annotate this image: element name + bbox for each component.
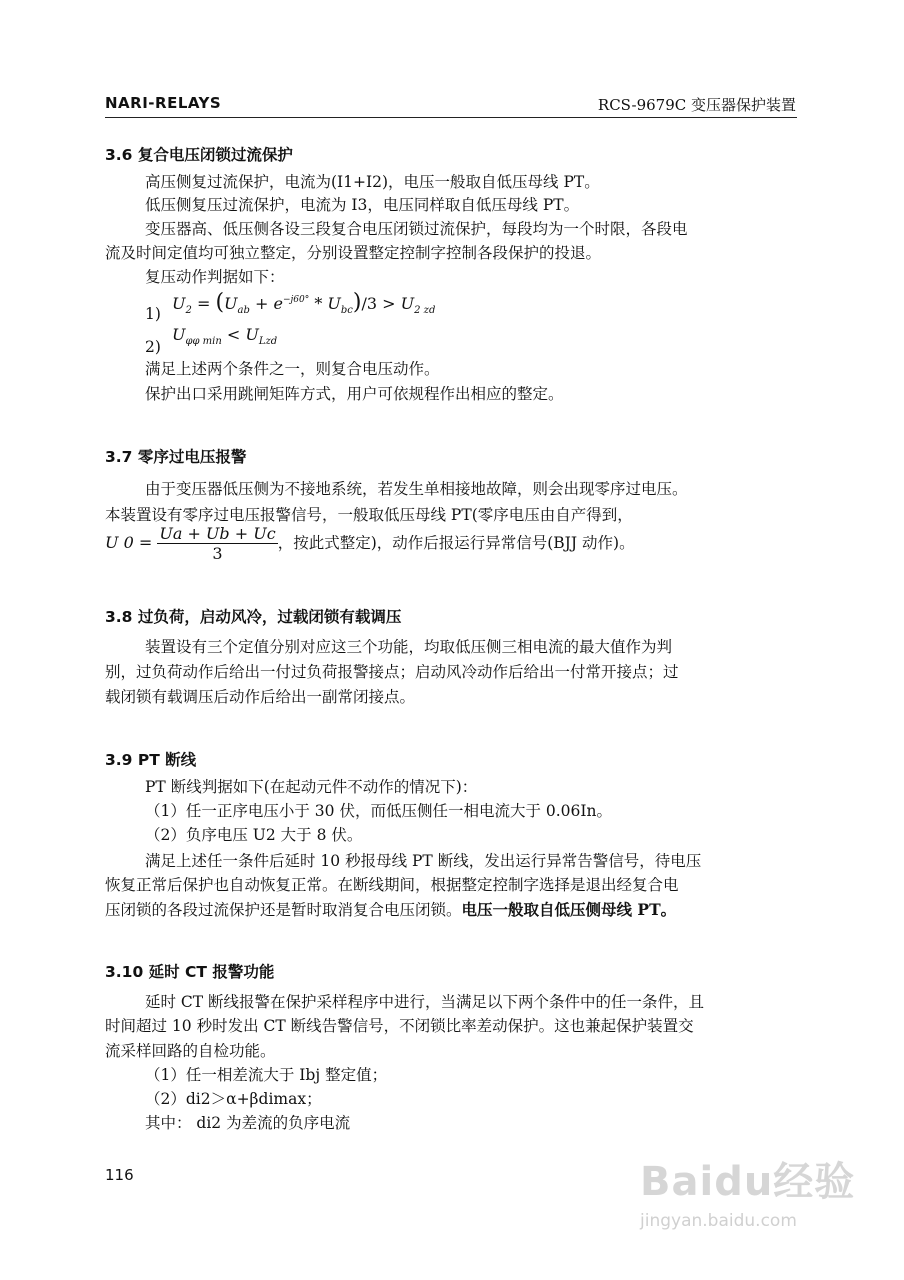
paragraph-line	[105, 899, 676, 921]
paragraph-emphasis: 电压一般取自低压侧母线 PT。	[461, 900, 677, 919]
paragraph-line: 变压器高、低压侧各设三段复合电压闭锁过流保护，每段均为一个时限，各段电	[145, 220, 688, 238]
header-title: RCS-9679C 变压器保护装置	[597, 96, 796, 114]
page-number: 116	[105, 1166, 134, 1184]
paragraph-line: （2）负序电压 U2 大于 8 伏。	[145, 826, 363, 844]
paragraph-line: 复压动作判据如下：	[145, 268, 285, 286]
formula-1-label: 1)	[145, 305, 161, 323]
paragraph-line: 本装置设有零序过电压报警信号，一般取低压母线 PT(零序电压由自产得到，	[105, 506, 633, 524]
paragraph-line: 满足上述任一条件后延时 10 秒报母线 PT 断线，发出运行异常告警信号，待电压	[145, 852, 702, 870]
paragraph-line: 时间超过 10 秒时发出 CT 断线告警信号，不闭锁比率差动保护。这也兼起保护装置交	[105, 1017, 694, 1035]
section-3-6-title: 3.6 复合电压闭锁过流保护	[105, 146, 293, 164]
formula-2-label: 2)	[145, 338, 161, 356]
header-rule	[105, 117, 797, 118]
paragraph-line: 装置设有三个定值分别对应这三个功能，均取低压侧三相电流的最大值作为判	[145, 638, 673, 656]
paragraph-line: 保护出口采用跳闸矩阵方式，用户可依规程作出相应的整定。	[145, 385, 564, 403]
paragraph-line: 流采样回路的自检功能。	[105, 1042, 276, 1060]
paragraph-line: 其中： di2 为差流的负序电流	[145, 1114, 351, 1132]
paragraph-line: 载闭锁有载调压后动作后给出一副常闭接点。	[105, 688, 416, 706]
section-3-10-title: 3.10 延时 CT 报警功能	[105, 963, 275, 981]
section-3-9-title: 3.9 PT 断线	[105, 751, 197, 769]
paragraph-line: 高压侧复过流保护，电流为(I1+I2)，电压一般取自低压母线 PT。	[145, 173, 600, 191]
section-3-8-title: 3.8 过负荷，启动风冷，过载闭锁有载调压	[105, 608, 402, 626]
formula-u0: U 0 = $\frac{Ua + Ub + Uc}{3}$	[105, 524, 276, 563]
paragraph-line: 低压侧复压过流保护，电流为 I3，电压同样取自低压母线 PT。	[145, 196, 580, 214]
paragraph-line: 别，过负荷动作后给出一付过负荷报警接点；启动风冷动作后给出一付常开接点；过	[105, 663, 679, 681]
section-3-7-title: 3.7 零序过电压报警	[105, 448, 247, 466]
paragraph-text: 压闭锁的各段过流保护还是暂时取消复合电压闭锁。	[105, 901, 462, 919]
formula-1: $U_2 = (U_{ab} + e^{-j60^\circ} * U_{bc})/3 > U_{2 zd}$	[172, 290, 436, 316]
paragraph-line: ，按此式整定)，动作后报运行异常信号(BJJ 动作)。	[277, 534, 635, 552]
paragraph-line: 由于变压器低压侧为不接地系统，若发生单相接地故障，则会出现零序过电压。	[145, 480, 688, 498]
baidu-watermark	[640, 1150, 860, 1260]
header-brand: NARI-RELAYS	[105, 94, 222, 112]
paragraph-line: 延时 CT 断线报警在保护采样程序中进行，当满足以下两个条件中的任一条件，且	[145, 993, 705, 1011]
paragraph-line: （2）di2＞α+βdimax；	[145, 1090, 322, 1108]
paragraph-line: （1）任一正序电压小于 30 伏，而低压侧任一相电流大于 0.06In。	[145, 802, 612, 820]
zero-sequence-formula-line	[105, 524, 635, 563]
paragraph-line: 恢复正常后保护也自动恢复正常。在断线期间，根据整定控制字选择是退出经复合电	[105, 876, 679, 894]
paragraph-line: 满足上述两个条件之一，则复合电压动作。	[145, 360, 440, 378]
paragraph-line: 流及时间定值均可独立整定，分别设置整定控制字控制各段保护的投退。	[105, 244, 602, 262]
watermark-url: jingyan.baidu.com	[640, 1211, 797, 1231]
formula-2: $U_{\varphi\varphi min} < U_{Lzd}$	[172, 325, 278, 347]
watermark-logo: Baidu经验	[640, 1159, 856, 1205]
paragraph-line: PT 断线判据如下(在起动元件不动作的情况下)：	[145, 778, 478, 796]
paragraph-line: （1）任一相差流大于 Ibj 整定值；	[145, 1066, 388, 1084]
